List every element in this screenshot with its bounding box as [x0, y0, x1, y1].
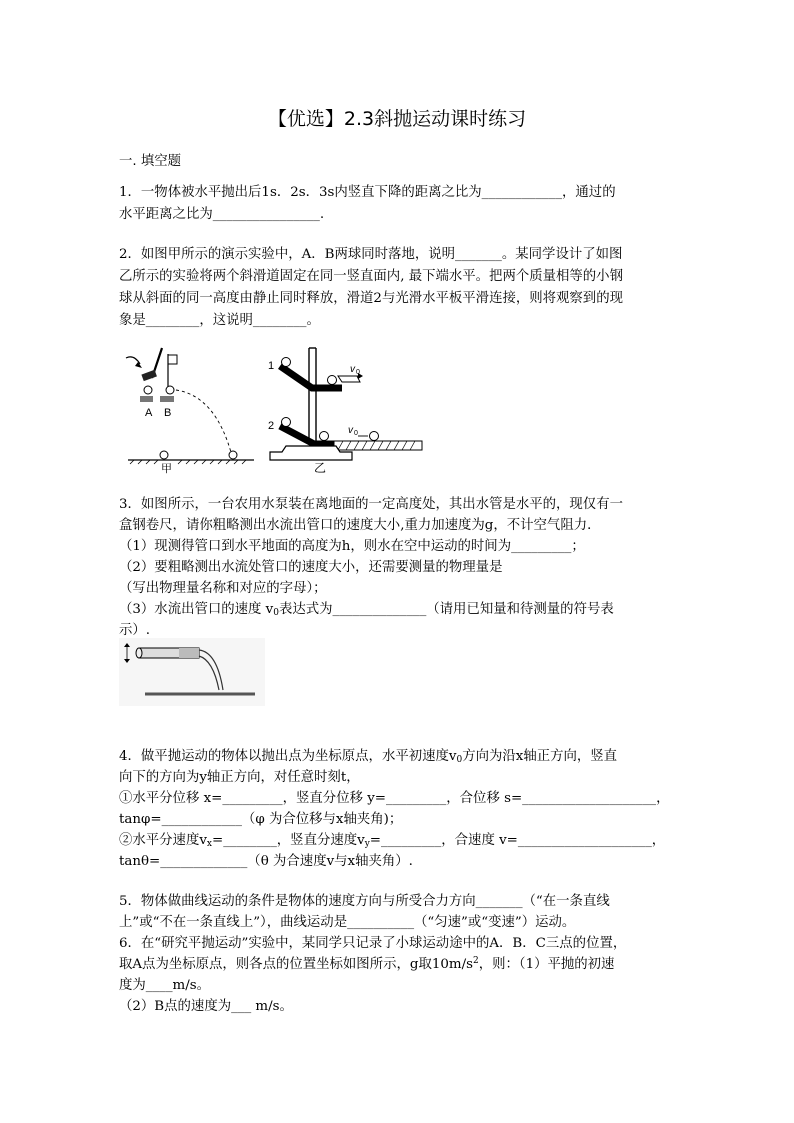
q6-line-2 [119, 953, 614, 972]
q5-line-2: 上”或“不在一条直线上”），曲线运动是__________（“匀速”或“变速”）运动。 [119, 915, 576, 930]
label-v0-bottom: v [348, 425, 353, 436]
q6-line-4: （2）B点的速度为___ m/s。 [119, 999, 293, 1014]
q3-line-1: 3．如图所示，一台农用水泵装在离地面的一定高度处，其出水管是水平的，现仅有一 [119, 497, 623, 512]
q4-line-3: ①水平分位移 x=_________，竖直分位移 y=_________，合位移 s=____________________， [119, 791, 670, 806]
label-v0-bottom-sub: 0 [354, 430, 358, 437]
q4-line-1 [119, 745, 617, 765]
q4-line-1-a: 4．做平抛运动的物体以抛出点为坐标原点，水平初速度v [119, 749, 457, 764]
q6-line-2-b: ，则：（1）平抛的初速 [478, 957, 615, 972]
q2-line-4: 象是________，这说明________。 [119, 313, 320, 328]
q4-line-5 [119, 829, 665, 849]
q6-line-2-sup: 2 [472, 956, 479, 966]
q4-line-5-sub-y: y [364, 839, 370, 849]
q6-line-3: 度为____m/s。 [119, 978, 211, 993]
figure-jia [120, 340, 260, 475]
q3-line-6-a: （3）水流出管口的速度 v [119, 602, 274, 617]
q2-line-1: 2．如图甲所示的演示实验中，A．B两球同时落地，说明_______。某同学设计了如图 [119, 247, 623, 262]
caption-yi: 乙 [314, 461, 327, 475]
q1-line-2: 水平距离之比为________________. [119, 207, 325, 222]
q4-line-1-sub: 0 [456, 755, 463, 765]
label-v0-top-sub: 0 [356, 369, 360, 376]
q3-line-4: （2）要粗略测出水流处管口的速度大小，还需要测量的物理量是 [119, 560, 503, 575]
q4-line-5-b: =________，竖直分速度v [212, 833, 365, 848]
q2-line-3: 球从斜面的同一高度由静止同时释放，滑道2与光滑水平板平滑连接，则将观察到的现 [119, 291, 623, 306]
figure-water-pipe [119, 638, 265, 706]
q3-line-5: （写出物理量名称和对应的字母）； [119, 581, 327, 596]
section-heading: 一. 填空题 [119, 154, 182, 169]
label-v0-top: v [350, 364, 355, 375]
q4-line-5-a: ②水平分速度v [119, 833, 207, 848]
figure-yi [262, 340, 432, 475]
q4-line-1-b: 方向为沿x轴正方向，竖直 [462, 749, 618, 764]
q3-line-6 [119, 598, 614, 618]
label-a: A [145, 407, 153, 419]
label-slide-1: 1 [268, 360, 275, 372]
q2-line-2: 乙所示的实验将两个斜滑道固定在同一竖直面内, 最下端水平。把两个质量相等的小钢 [119, 269, 623, 284]
caption-jia: 甲 [161, 463, 172, 475]
q4-line-4: tanφ=____________（φ 为合位移与x轴夹角)； [119, 812, 403, 827]
q1-line-1: 1．一物体被水平抛出后1s．2s．3s内竖直下降的距离之比为____________，通过的 [119, 185, 616, 200]
q4-line-6: tanθ=_____________（θ 为合速度v与x轴夹角）. [119, 854, 413, 869]
q3-line-3: （1）现测得管口到水平地面的高度为h，则水在空中运动的时间为_________； [119, 539, 585, 554]
label-b: B [164, 407, 172, 419]
q3-line-7: 示）. [119, 623, 151, 638]
q6-line-1: 6．在“研究平抛运动”实验中，某同学只记录了小球运动途中的A．B．C三点的位置， [119, 936, 627, 951]
q4-line-2: 向下的方向为y轴正方向，对任意时刻t， [119, 770, 360, 785]
page-title: 【优选】2.3斜抛运动课时练习 [267, 108, 527, 130]
q6-line-2-a: 取A点为坐标原点，则各点的位置坐标如图所示，g取10m/s [119, 957, 473, 972]
q3-line-6-sub: 0 [273, 608, 279, 618]
q4-line-5-sub-x: x [206, 839, 212, 849]
label-slide-2: 2 [268, 420, 275, 432]
q3-line-6-b: 表达式为______________（请用已知量和待测量的符号表 [278, 602, 614, 617]
q5-line-1: 5．物体做曲线运动的条件是物体的速度方向与所受合力方向_______（“在一条直线 [119, 894, 610, 909]
q4-line-5-c: =_________，合速度 v=____________________， [369, 833, 666, 848]
q3-line-2: 盒钢卷尺，请你粗略测出水流出管口的速度大小,重力加速度为g，不计空气阻力． [119, 518, 601, 533]
